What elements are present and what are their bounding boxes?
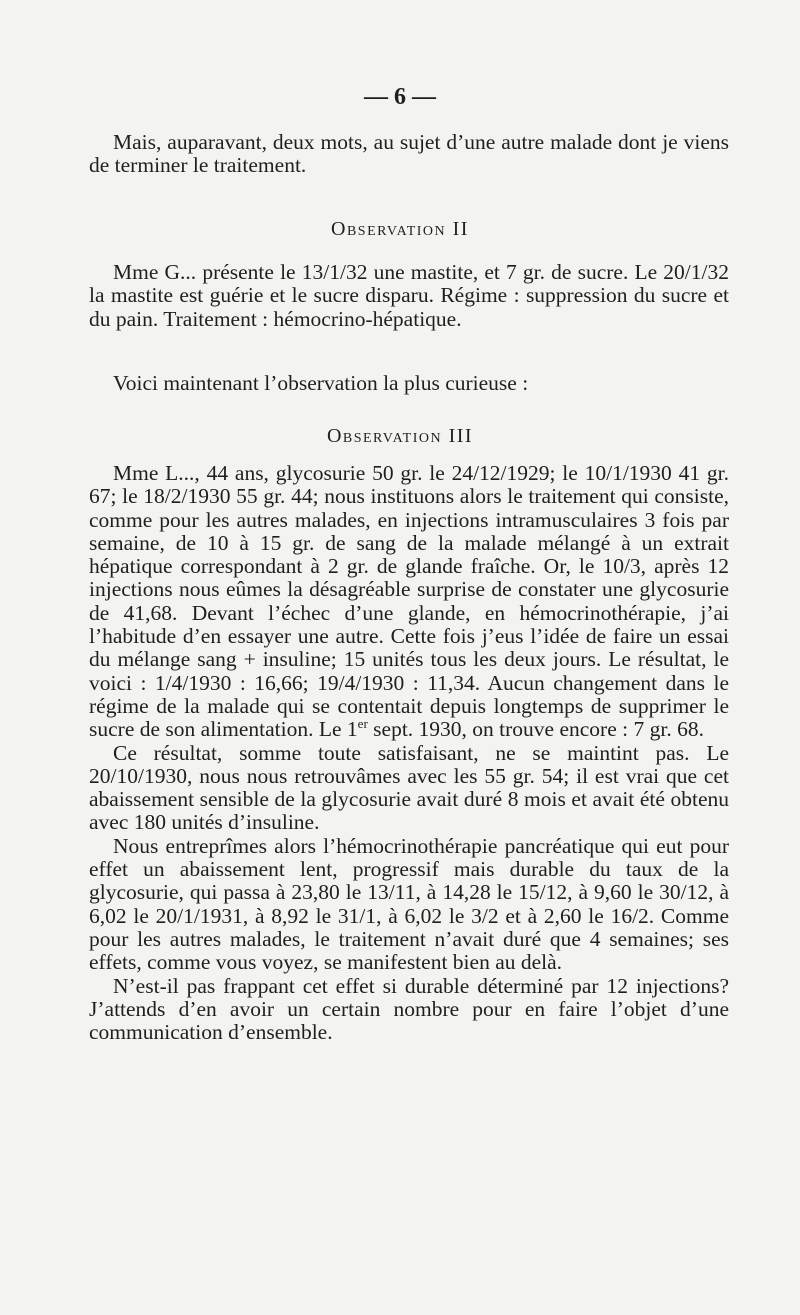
superscript-er: er — [357, 716, 368, 732]
observation-3-heading — [0, 423, 800, 449]
observation-3-paragraph-1-part-a: Mme L..., 44 ans, glycosurie 50 gr. le 24/12/1929; le 10/1/1930 41 gr. 67; le 18/2/1930 55 gr. 44; nous instituons alors le traitement qui consiste, comme pour les autres malades, en injections intramusculaires 3 fois par semaine, de 10 à 15 gr. de sang de la malade mélangé à un extrait hépatique correspondant à 2 gr. de glande fraîche. Or, le 10/3, après 12 injections nous eûmes la désagréable surprise de constater une glycosurie de 41,68. Devant l’échec d’une glande, en hémocrinothérapie, j’ai l’habitude d’en essayer une autre. Cette fois j’eus l’idée de faire un essai du mélange sang + insuline; 15 unités tous les deux jours. Le résultat, le voici : 1/4/1930 : 16,66; 19/4/1930 : 11,34. Aucun changement dans le régime de la malade qui se contentait depuis longtemps de supprimer le sucre de son alimentation. Le 1 — [89, 461, 729, 742]
observation-2-block — [89, 261, 729, 331]
observation-3-paragraph-1-part-b: sept. 1930, on trouve encore : 7 gr. 68. — [367, 717, 704, 742]
observation-3-paragraph-1 — [89, 462, 729, 742]
transition-paragraph: Voici maintenant l’observation la plus curieuse : — [113, 371, 529, 395]
observation-2-heading — [0, 216, 800, 242]
observation-3-heading-text: Observation III — [326, 425, 474, 447]
transition-block — [89, 372, 729, 395]
intro-paragraph: Mais, auparavant, deux mots, au sujet d’une autre malade dont je viens de terminer le traitement. — [89, 130, 729, 178]
observation-3-paragraph-2: Ce résultat, somme toute satisfaisant, ne se maintint pas. Le 20/10/1930, nous nous retrouvâmes avec les 55 gr. 54; il est vrai que cet abaissement sensible de la glycosurie avait duré 8 mois et avait été obtenu avec 180 unités d’insuline. — [89, 740, 729, 835]
intro-paragraph-block — [89, 131, 729, 178]
observation-3-paragraph-3: Nous entreprîmes alors l’hémocrinothérapie pancréatique qui eut pour effet un abaissement lent, progressif mais durable du taux de la glycosurie, qui passa à 23,80 le 13/11, à 14,28 le 15/12, à 9,60 le 30/12, à 6,02 le 20/1/1931, à 8,92 le 31/1, à 6,02 le 3/2 et à 2,60 le 16/2. Comme pour les autres malades, le traitement n’avait duré que 4 semaines; ses effets, comme vous voyez, se manifestent bien au delà. — [89, 833, 729, 975]
observation-3-paragraph-4: N’est-il pas frappant cet effet si durable déterminé par 12 injections? J’attends d’en avoir un certain nombre pour en faire l’objet d’une communication d’ensemble. — [89, 973, 729, 1045]
observation-3-block — [89, 462, 729, 1044]
observation-2-paragraph: Mme G... présente le 13/1/32 une mastite, et 7 gr. de sucre. Le 20/1/32 la mastite est guérie et le sucre disparu. Régime : suppression du sucre et du pain. Traitement : hémocrino-hépatique. — [89, 260, 729, 331]
observation-2-heading-text: Observation II — [331, 218, 469, 240]
page-number: — 6 — — [364, 84, 436, 110]
